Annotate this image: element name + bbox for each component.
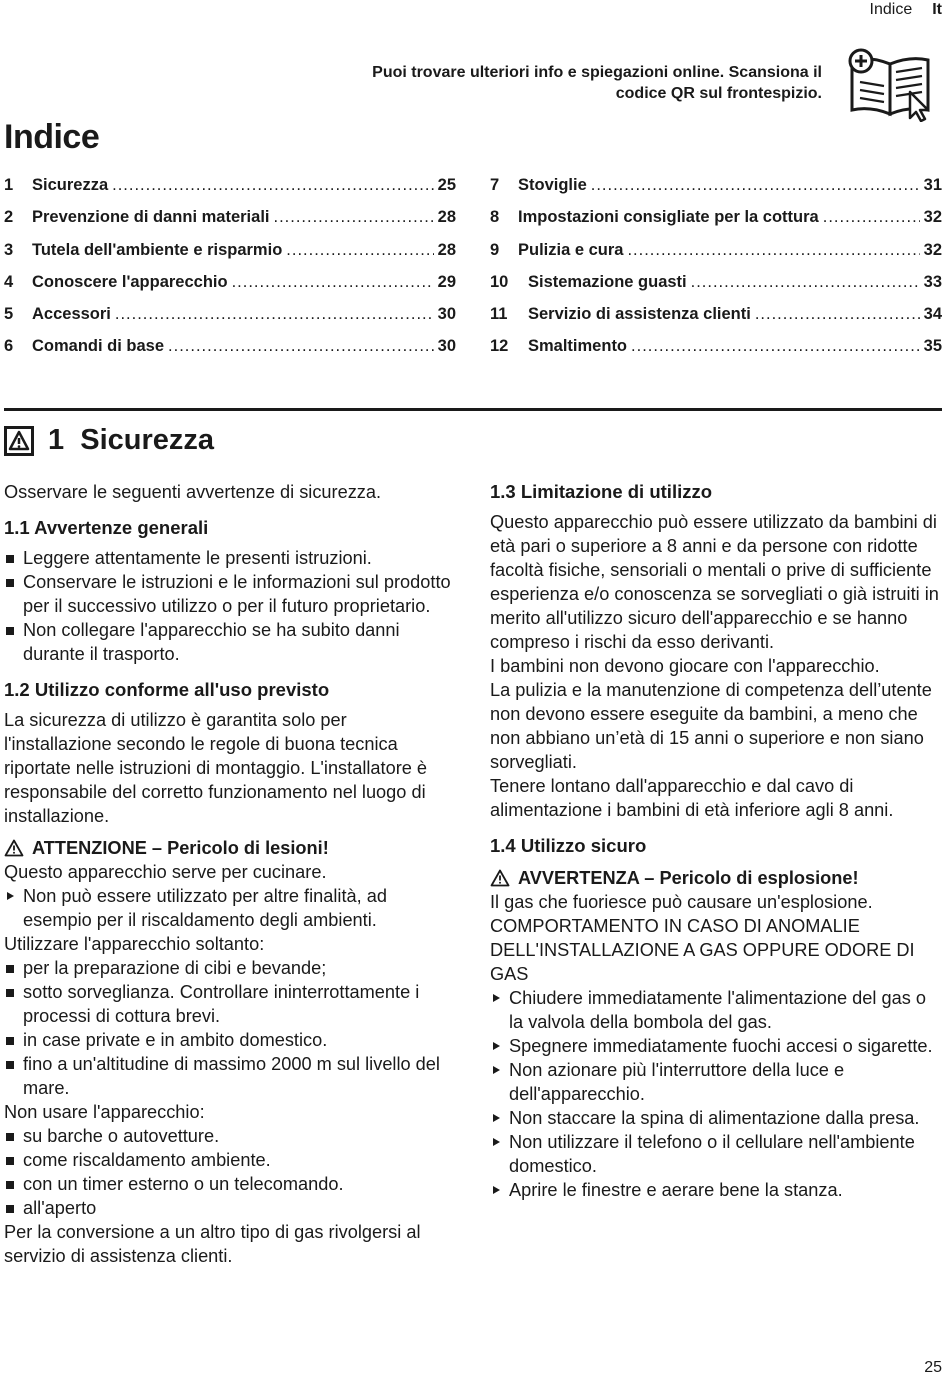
section-divider <box>4 408 942 411</box>
header-language: It <box>932 1 942 18</box>
limitation-paragraph: Tenere lontano dall'apparecchio e dal cavo di alimentazione i bambini di età inferiore agli 8 anni. <box>490 776 894 820</box>
gas-anomaly-caps: COMPORTAMENTO IN CASO DI ANOMALIE DELL'INSTALLAZIONE A GAS OPPURE ODORE DI GAS <box>490 916 915 984</box>
list-item: per la preparazione di cibi e bevande; <box>4 956 456 980</box>
toc-leader-dots <box>631 337 920 356</box>
toc-entry[interactable] <box>490 241 942 273</box>
limitation-paragraph: Questo apparecchio può essere utilizzato da bambini di età pari o superiore a 8 anni e da persone con ridotte facoltà fisiche, sensoriali o mentali o prive di sufficiente esperienza e/o conoscenza se sorvegliati o già istruiti in merito all'utilizzo sicuro dell'apparecchio e se hanno compreso i rischi da esso derivanti. <box>490 512 939 652</box>
warning-triangle-icon <box>490 869 510 887</box>
toc-label: Servizio di assistenza clienti <box>528 305 751 324</box>
action-item: Non staccare la spina di alimentazione dalla presa. <box>490 1106 942 1130</box>
warning-triangle-icon <box>4 839 24 857</box>
toc-entry[interactable] <box>490 273 942 305</box>
heading-1-4: 1.4 Utilizzo sicuro <box>490 835 647 856</box>
toc-number: 7 <box>490 176 500 194</box>
toc-label: Comandi di base <box>32 337 165 356</box>
toc-label: Impostazioni consigliate per la cottura <box>518 208 819 227</box>
toc-entry[interactable] <box>490 337 942 369</box>
toc-page: 32 <box>923 240 942 259</box>
toc-page: 34 <box>923 305 942 324</box>
toc-leader-dots <box>823 208 920 227</box>
explosion-warning-heading <box>490 866 942 890</box>
toc-page: 31 <box>923 176 942 194</box>
toc-leader-dots <box>112 176 434 195</box>
toc-entry[interactable] <box>4 176 456 208</box>
action-item: Spegnere immediatamente fuochi accesi o sigarette. <box>490 1034 942 1058</box>
toc-page: 28 <box>437 240 456 259</box>
not-use-list <box>4 1124 456 1220</box>
caution-actions <box>4 884 456 932</box>
open-book-icon <box>846 48 938 122</box>
header-section: Indice <box>869 1 913 18</box>
toc-number: 9 <box>490 240 500 259</box>
toc-page: 30 <box>437 337 456 356</box>
warning-box-icon <box>4 426 34 456</box>
list-item: con un timer esterno o un telecomando. <box>4 1172 456 1196</box>
toc-page: 28 <box>437 208 456 227</box>
intended-use-text: La sicurezza di utilizzo è garantita solo per l'installazione secondo le regole di buona tecnica riportate nelle istruzioni di montaggio. L'installatore è responsabile del corretto funzionamento nel luogo di installazione. <box>4 710 428 826</box>
toc-number: 8 <box>490 208 500 227</box>
toc-label: Accessori <box>32 305 111 324</box>
toc-leader-dots <box>691 273 920 292</box>
toc-number: 2 <box>4 208 14 227</box>
toc-number: 12 <box>490 337 509 356</box>
toc-label: Conoscere l'apparecchio <box>32 272 228 291</box>
section-number: 1 <box>48 424 65 456</box>
toc-leader-dots <box>755 305 920 324</box>
toc-leader-dots <box>168 337 434 356</box>
toc-leader-dots <box>286 241 433 260</box>
caution-text: Questo apparecchio serve per cucinare. <box>4 862 327 882</box>
toc-label: Sistemazione guasti <box>528 272 687 291</box>
toc-number: 5 <box>4 305 14 324</box>
toc-number: 4 <box>4 272 14 291</box>
page-number: 25 <box>924 1359 942 1376</box>
heading-1-3: 1.3 Limitazione di utilizzo <box>490 481 713 502</box>
action-item: Non utilizzare il telefono o il cellulare nell'ambiente domestico. <box>490 1130 942 1178</box>
toc-entry[interactable] <box>4 305 456 337</box>
toc-label: Tutela dell'ambiente e risparmio <box>32 240 283 259</box>
general-warnings-list <box>4 546 456 666</box>
toc-entry[interactable] <box>4 241 456 273</box>
toc-label: Stoviglie <box>518 176 587 194</box>
toc-label: Pulizia e cura <box>518 240 624 259</box>
toc-leader-dots <box>115 305 434 324</box>
list-item: Conservare le istruzioni e le informazioni sul prodotto per il successivo utilizzo o per il futuro proprietario. <box>4 570 456 618</box>
toc-number: 1 <box>4 176 14 194</box>
qr-note: Puoi trovare ulteriori info e spiegazioni online. Scansiona il codice QR sul frontespizio. <box>372 64 822 102</box>
toc-leader-dots <box>591 176 920 195</box>
toc-left-column <box>4 176 456 370</box>
toc-right-column <box>490 176 942 370</box>
section-heading <box>4 424 214 457</box>
toc-leader-dots <box>232 273 434 292</box>
section-title: Sicurezza <box>80 424 215 456</box>
toc-number: 3 <box>4 240 14 259</box>
toc-entry[interactable] <box>490 208 942 240</box>
toc-leader-dots <box>274 208 434 227</box>
action-item: Aprire le finestre e aerare bene la stanza. <box>490 1178 942 1202</box>
toc-entry[interactable] <box>490 305 942 337</box>
toc-entry[interactable] <box>490 176 942 208</box>
list-item: sotto sorveglianza. Controllare ininterrottamente i processi di cottura brevi. <box>4 980 456 1028</box>
intro-text: Osservare le seguenti avvertenze di sicurezza. <box>4 482 382 502</box>
list-item: su barche o autovetture. <box>4 1124 456 1148</box>
action-item: Chiudere immediatamente l'alimentazione del gas o la valvola della bombola del gas. <box>490 986 942 1034</box>
list-item: Non collegare l'apparecchio se ha subito danni durante il trasporto. <box>4 618 456 666</box>
toc-number: 11 <box>490 305 508 324</box>
toc-entry[interactable] <box>4 337 456 369</box>
toc-number: 6 <box>4 337 14 356</box>
toc-page: 32 <box>923 208 942 227</box>
action-item: Non azionare più l'interruttore della luce e dell'apparecchio. <box>490 1058 942 1106</box>
gas-actions-list <box>490 986 942 1202</box>
list-item: come riscaldamento ambiente. <box>4 1148 456 1172</box>
toc-page: 33 <box>923 272 942 291</box>
explosion-warning-text: Il gas che fuoriesce può causare un'esplosione. <box>490 892 873 912</box>
toc-page: 35 <box>923 337 942 356</box>
toc-page: 29 <box>437 272 456 291</box>
use-only-list <box>4 956 456 1100</box>
list-item: all'aperto <box>4 1196 456 1220</box>
heading-1-1: 1.1 Avvertenze generali <box>4 517 209 538</box>
caution-title: ATTENZIONE – Pericolo di lesioni! <box>32 838 329 858</box>
explosion-warning-title: AVVERTENZA – Pericolo di esplosione! <box>518 868 859 888</box>
not-use-label: Non usare l'apparecchio: <box>4 1102 205 1122</box>
toc-page: 30 <box>437 305 456 324</box>
limitation-paragraph: I bambini non devono giocare con l'apparecchio. <box>490 656 880 676</box>
caution-heading <box>4 836 456 860</box>
toc-leader-dots <box>627 241 919 260</box>
toc-entry[interactable] <box>4 208 456 240</box>
limitation-paragraph: La pulizia e la manutenzione di competenza dell’utente non devono essere eseguite da bambini, a meno che non abbiano un’età di 15 anni o superiore e non siano sorvegliati. <box>490 680 932 772</box>
toc-entry[interactable] <box>4 273 456 305</box>
list-item: in case private e in ambito domestico. <box>4 1028 456 1052</box>
toc-label: Prevenzione di danni materiali <box>32 208 270 227</box>
action-item: Non può essere utilizzato per altre finalità, ad esempio per il riscaldamento degli ambienti. <box>4 884 456 932</box>
list-item: Leggere attentamente le presenti istruzioni. <box>4 546 456 570</box>
left-column <box>4 480 456 1268</box>
right-column <box>490 480 942 1202</box>
heading-1-2: 1.2 Utilizzo conforme all'uso previsto <box>4 679 330 700</box>
list-item: fino a un'altitudine di massimo 2000 m sul livello del mare. <box>4 1052 456 1100</box>
running-header <box>870 0 942 20</box>
page-title: Indice <box>4 118 100 156</box>
toc-label: Sicurezza <box>32 176 109 194</box>
use-only-label: Utilizzare l'apparecchio soltanto: <box>4 934 265 954</box>
conversion-text: Per la conversione a un altro tipo di gas rivolgersi al servizio di assistenza clienti. <box>4 1222 421 1266</box>
toc-label: Smaltimento <box>528 337 628 356</box>
toc-page: 25 <box>437 176 456 194</box>
toc-number: 10 <box>490 272 509 291</box>
